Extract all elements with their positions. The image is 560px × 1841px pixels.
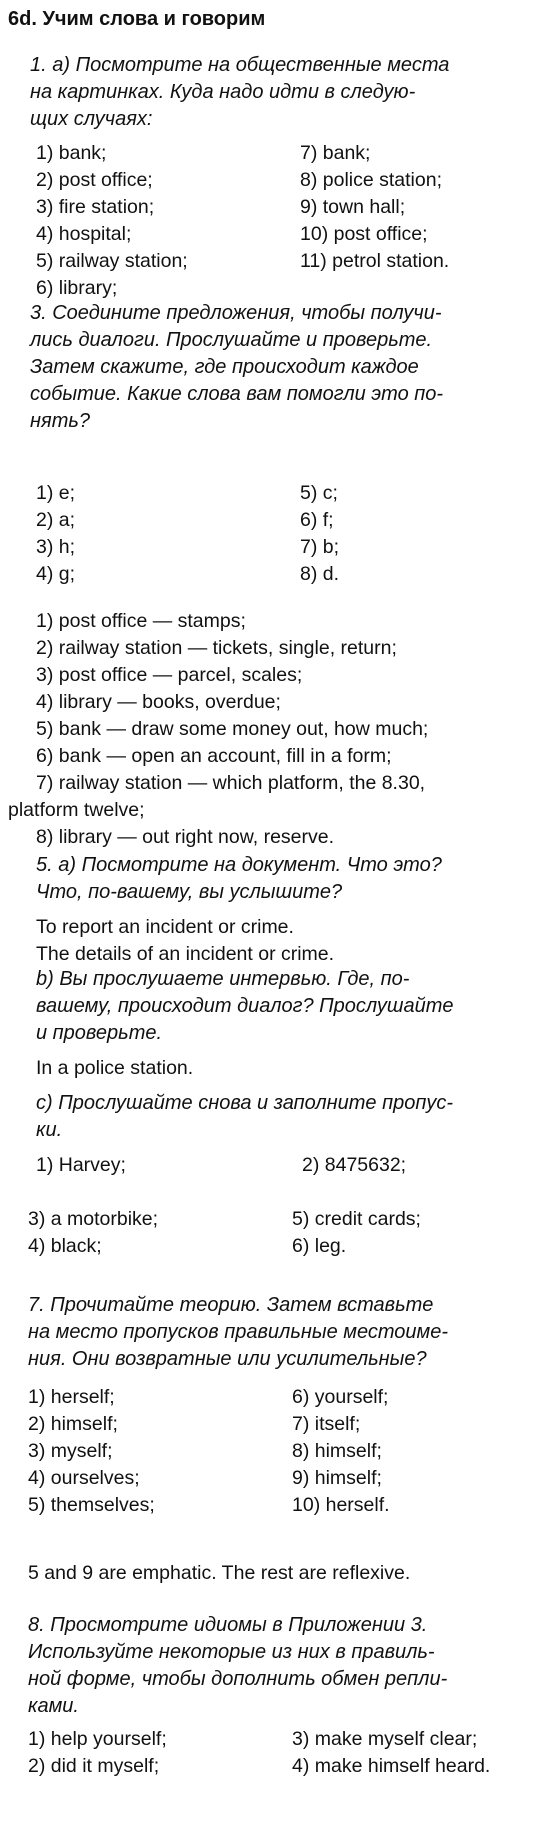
answer-item: 7) itself; <box>292 1413 361 1435</box>
instruction-line: вашему, происходит диалог? Прослушайте <box>36 995 454 1017</box>
instruction-line: b) Вы прослушаете интервью. Где, по- <box>36 968 410 990</box>
answer-item: 4) make himself heard. <box>292 1755 491 1777</box>
answer-item: 5) bank — draw some money out, how much; <box>36 718 429 740</box>
task5c-answer: 1) Harvey; <box>36 1154 126 1176</box>
task5c-answers-left <box>28 1206 158 1260</box>
answer-item: The details of an incident or crime. <box>36 943 335 965</box>
answer-item: 3) a motorbike; <box>28 1208 159 1230</box>
instruction-line: 3. Соедините предложения, чтобы получи- <box>30 302 442 324</box>
instruction-line: лись диалоги. Прослушайте и проверьте. <box>30 329 433 351</box>
answer-item: 8) himself; <box>292 1440 382 1462</box>
task5c-answer: 2) 8475632; <box>302 1154 407 1176</box>
instruction-line: Что, по-вашему, вы услышите? <box>36 881 343 903</box>
instruction-line: на место пропусков правильные местоиме- <box>28 1321 449 1343</box>
answer-item: 4) black; <box>28 1235 102 1257</box>
answer-item: 8) library — out right now, reserve. <box>36 826 335 848</box>
instruction-line: событие. Какие слова вам помогли это по- <box>30 383 444 405</box>
task7-instruction <box>28 1292 448 1373</box>
task8-instruction <box>28 1612 447 1720</box>
answer-item: 4) g; <box>36 563 76 585</box>
answer-item: 3) make myself clear; <box>292 1728 478 1750</box>
answer-item: 4) library — books, overdue; <box>36 691 281 713</box>
task3-instruction <box>30 300 443 435</box>
answer-item: 1) post office — stamps; <box>36 610 246 632</box>
answer-item: 4) hospital; <box>36 223 132 245</box>
answer-item: 7) b; <box>300 536 340 558</box>
answer-item: 8) d. <box>300 563 340 585</box>
task1-answers-right <box>300 140 449 275</box>
answer-item: 5) railway station; <box>36 250 188 272</box>
instruction-line: Используйте некоторые из них в правиль- <box>28 1641 435 1663</box>
page-title: 6d. Учим слова и говорим <box>8 8 266 30</box>
instruction-line: c) Прослушайте снова и заполните пропус- <box>36 1092 454 1114</box>
answer-item: To report an incident or crime. <box>36 916 294 938</box>
answer-item: 3) myself; <box>28 1440 113 1462</box>
instruction-line: нять? <box>30 410 90 432</box>
task5c-instruction <box>36 1090 453 1144</box>
answer-item: 9) himself; <box>292 1467 382 1489</box>
answer-item: 2) himself; <box>28 1413 118 1435</box>
answer-item: 3) post office — parcel, scales; <box>36 664 303 686</box>
answer-item: 1) herself; <box>28 1386 115 1408</box>
task3-word-list <box>8 608 429 851</box>
task8-answers-left <box>28 1726 167 1780</box>
task3-answers-left <box>36 480 75 588</box>
answer-item: 5) c; <box>300 482 338 504</box>
instruction-line: на картинках. Куда надо идти в следую- <box>30 81 416 103</box>
answer-item: 6) f; <box>300 509 334 531</box>
answer-item: 11) petrol station. <box>300 250 450 272</box>
answer-item: 5) themselves; <box>28 1494 155 1516</box>
task7-answers-right <box>292 1384 390 1519</box>
task7-answers-left <box>28 1384 155 1519</box>
task1-instruction <box>30 52 449 133</box>
answer-item: 6) leg. <box>292 1235 347 1257</box>
instruction-line: 8. Просмотрите идиомы в Приложении 3. <box>28 1614 428 1636</box>
answer-item: 3) h; <box>36 536 76 558</box>
answer-item: 7) bank; <box>300 142 371 164</box>
answer-item: 10) herself. <box>292 1494 390 1516</box>
answer-item: 10) post office; <box>300 223 428 245</box>
answer-item: 6) library; <box>36 277 118 299</box>
instruction-line: 5. a) Посмотрите на документ. Что это? <box>36 854 442 876</box>
instruction-line: Затем скажите, где происходит каждое <box>30 356 419 378</box>
answer-item: 6) yourself; <box>292 1386 389 1408</box>
task1-answers-left <box>36 140 188 302</box>
task8-answers-right <box>292 1726 490 1780</box>
instruction-line: ками. <box>28 1695 79 1717</box>
answer-item: 2) railway station — tickets, single, return; <box>36 637 397 659</box>
instruction-line: ния. Они возвратные или усилительные? <box>28 1348 427 1370</box>
task5c-answers-right <box>292 1206 421 1260</box>
answer-item: 2) post office; <box>36 169 153 191</box>
instruction-line: ной форме, чтобы дополнить обмен репли- <box>28 1668 448 1690</box>
instruction-line: ки. <box>36 1119 63 1141</box>
answer-item: 6) bank — open an account, fill in a form; <box>36 745 392 767</box>
instruction-line: щих случаях: <box>30 108 153 130</box>
instruction-line: 7. Прочитайте теорию. Затем вставьте <box>28 1294 434 1316</box>
answer-item: 3) fire station; <box>36 196 155 218</box>
answer-item: platform twelve; <box>8 799 145 821</box>
task3-answers-right <box>300 480 339 588</box>
task5a-answers <box>36 914 334 968</box>
answer-item: 7) railway station — which platform, the 8.30, <box>36 772 426 794</box>
answer-item: 9) town hall; <box>300 196 406 218</box>
answer-item: 4) ourselves; <box>28 1467 140 1489</box>
task5a-instruction <box>36 852 442 906</box>
answer-item: 5) credit cards; <box>292 1208 421 1230</box>
answer-item: 1) bank; <box>36 142 107 164</box>
answer-item: 8) police station; <box>300 169 442 191</box>
answer-item: 1) help yourself; <box>28 1728 167 1750</box>
task7-note: 5 and 9 are emphatic. The rest are reflexive. <box>28 1562 411 1584</box>
task5b-instruction <box>36 966 454 1047</box>
answer-item: 2) did it myself; <box>28 1755 160 1777</box>
answer-item: 2) a; <box>36 509 76 531</box>
task5b-answer: In a police station. <box>36 1057 194 1079</box>
instruction-line: и проверьте. <box>36 1022 163 1044</box>
instruction-line: 1. a) Посмотрите на общественные места <box>30 54 450 76</box>
answer-item: 1) e; <box>36 482 76 504</box>
